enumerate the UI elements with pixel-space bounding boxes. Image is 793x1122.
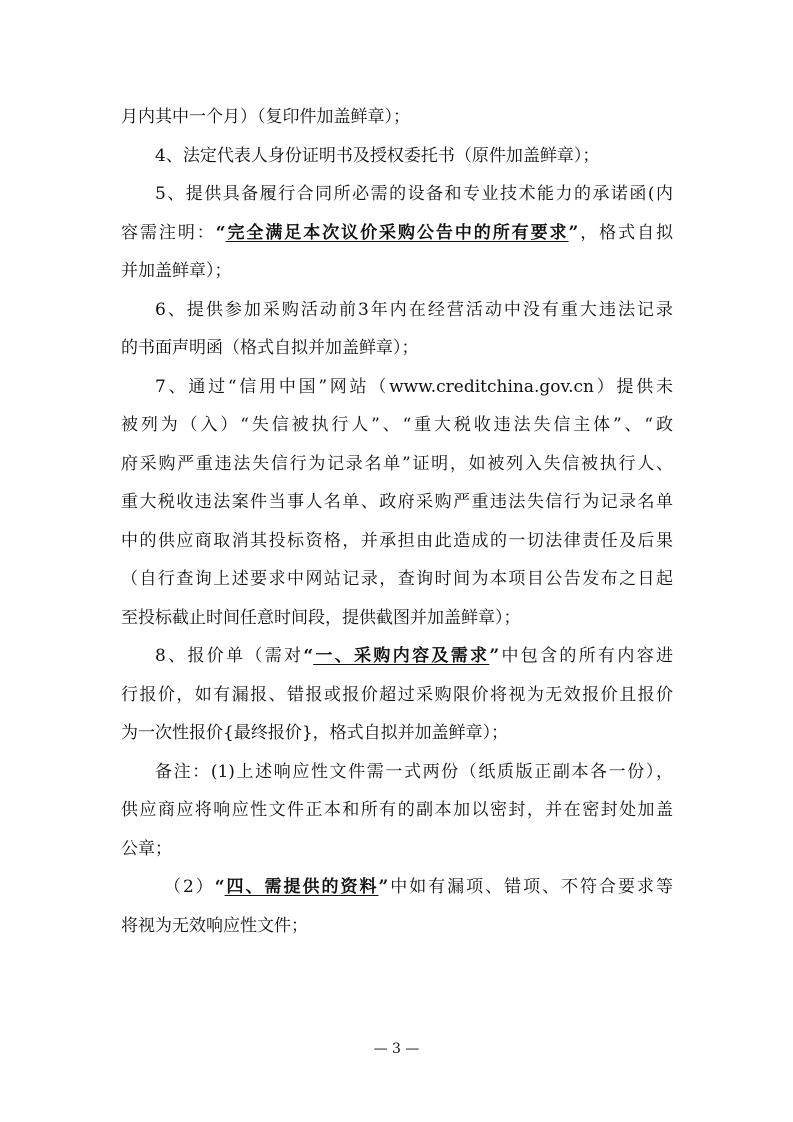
item-5-line: 5、提供具备履行合同所必需的设备和专业技术能力的承诺函(内 — [155, 184, 673, 204]
note-2-line: 将视为无效响应性文件； — [121, 915, 308, 936]
paragraph-line: 月内其中一个月）（复印件加盖鲜章）； — [121, 107, 410, 127]
emphasis-text: 一、采购内容及需求 — [313, 646, 490, 666]
item-7-line: 中的供应商取消其投标资格，并承担由此造成的一切法律责任及后果 — [121, 530, 673, 551]
item-5-line: 并加盖鲜章）； — [121, 261, 232, 281]
item-5-line: 容需注明：“完全满足本次议价采购公告中的所有要求”，格式自拟 — [121, 222, 673, 243]
item-6-line: 6、提供参加采购活动前3年内在经营活动中没有重大违法记录 — [155, 299, 673, 320]
item-8-line: 8、报价单（需对“一、采购内容及需求”中包含的所有内容进 — [155, 646, 673, 666]
item-7-line: 至投标截止时间任意时间段，提供截图并加盖鲜章）； — [121, 607, 521, 628]
note-2-line: （2）“四、需提供的资料”中如有漏项、错项、不符合要求等 — [164, 877, 673, 897]
item-8-line: 行报价，如有漏报、错报或报价超过采购限价将视为无效报价且报价 — [121, 684, 673, 705]
note-line: 备注：(1)上述响应性文件需一式两份（纸质版正副本各一份）， — [155, 761, 673, 782]
note-line: 供应商应将响应性文件正本和所有的副本加以密封，并在密封处加盖 — [121, 800, 673, 820]
document-body — [121, 98, 673, 945]
item-7-line: 被列为（入）“失信被执行人”、“重大税收违法失信主体”、“政 — [121, 415, 673, 435]
item-7-line: 重大税收违法案件当事人名单、政府采购严重违法失信行为记录名单 — [121, 492, 673, 512]
item-7-line: 7、通过“信用中国”网站（www.creditchina.gov.cn）提供未 — [155, 376, 673, 397]
emphasis-text: 完全满足本次议价采购公告中的所有要求 — [225, 222, 569, 243]
item-6-line: 的书面声明函（格式自拟并加盖鲜章）； — [121, 338, 419, 358]
item-4-line: 4、法定代表人身份证明书及授权委托书（原件加盖鲜章）； — [155, 145, 600, 166]
item-7-line: 府采购严重违法失信行为记录名单”证明，如被列入失信被执行人、 — [121, 453, 673, 474]
item-7-line: （自行查询上述要求中网站记录，查询时间为本项目公告发布之日起 — [121, 569, 673, 589]
note-line: 公章； — [121, 838, 172, 859]
item-8-line: 为一次性报价{最终报价}，格式自拟并加盖鲜章）； — [121, 723, 509, 743]
page-number: — 3 — — [373, 1041, 420, 1057]
emphasis-text: 四、需提供的资料 — [224, 877, 379, 897]
